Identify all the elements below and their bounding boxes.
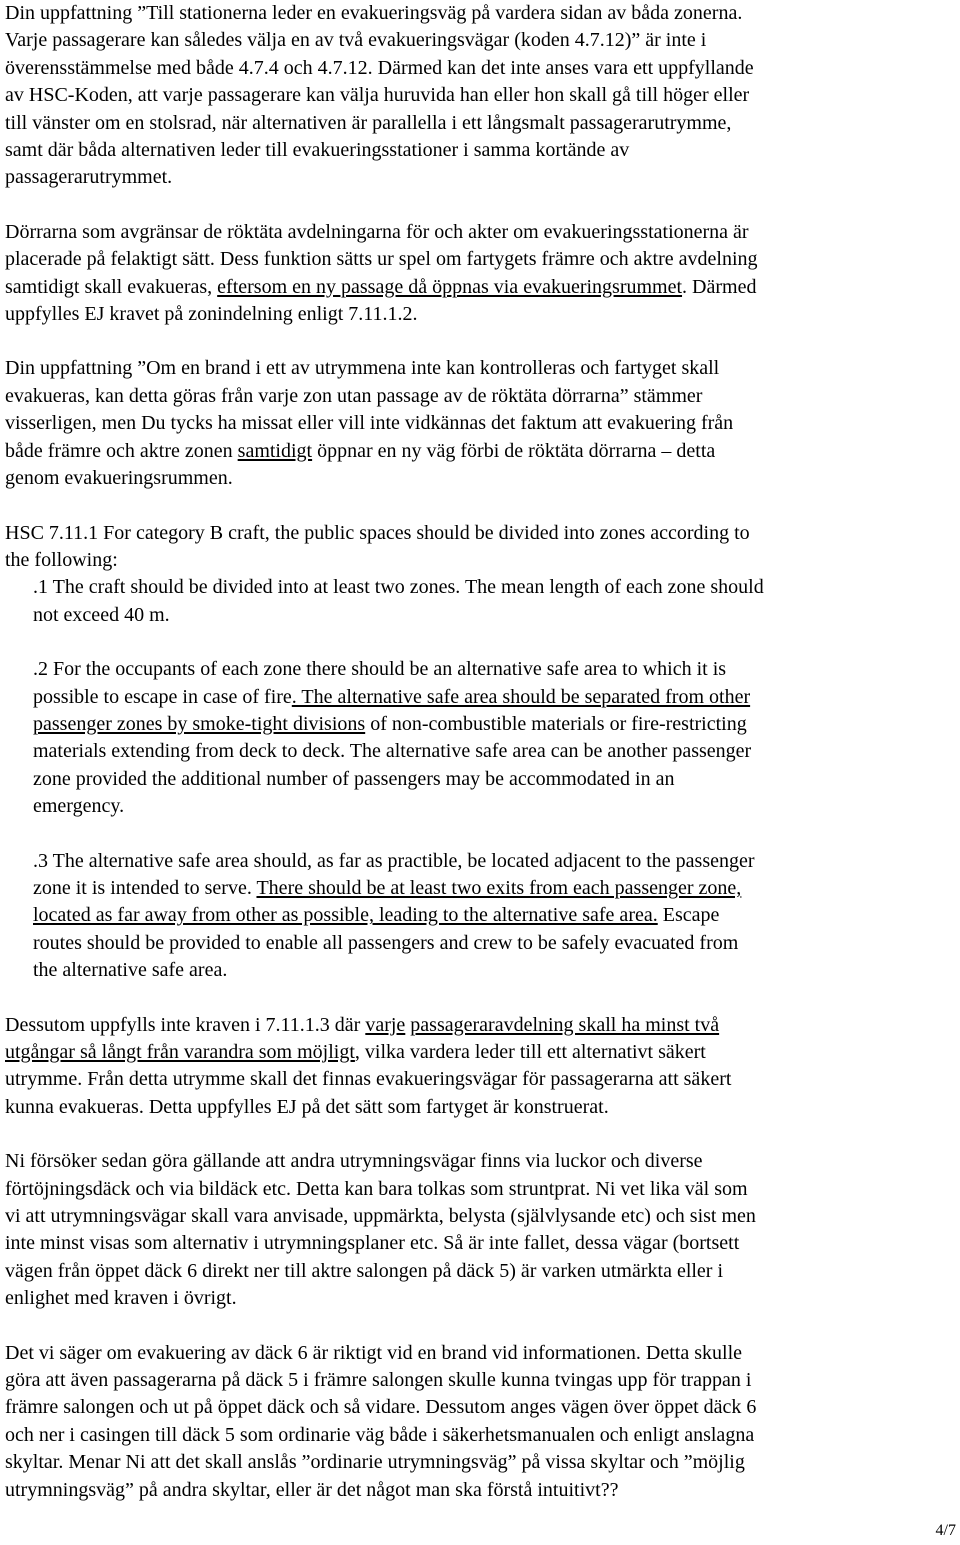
text-line: zone provided the additional number of passengers may be accommodated in an	[33, 767, 675, 790]
hsc-item-1	[5, 574, 950, 629]
paragraph-3	[5, 355, 950, 492]
text-line: vägen från öppet däck 6 direkt ner till aktre salongen på däck 5) är varken utmärkta eller i	[5, 1259, 724, 1282]
underlined-text: There should be at least two exits from each passenger zone,	[256, 876, 742, 899]
underlined-text: passageraravdelning skall ha minst två	[410, 1013, 720, 1036]
paragraph-gap	[5, 985, 950, 1012]
text-line: Din uppfattning ”Till stationerna leder en evakueringsväg på vardera sidan av båda zonerna.	[5, 2, 743, 24]
text-run: . Därmed	[682, 275, 757, 298]
paragraph-7	[5, 1340, 950, 1504]
text-line: och ner i casingen till däck 5 som ordinarie väg både i säkerhetsmanualen och enligt anslagna	[5, 1423, 755, 1446]
text-line: .2 For the occupants of each zone there should be an alternative safe area to which it is	[33, 658, 727, 681]
text-run: zone it is intended to serve.	[33, 876, 257, 899]
text-line: passagerarutrymmet.	[5, 166, 173, 189]
text-line: Det vi säger om evakuering av däck 6 är riktigt vid en brand vid informationen. Detta skulle	[5, 1341, 743, 1364]
text-line: uppfylles EJ kravet på zonindelning enligt 7.11.1.2.	[5, 303, 418, 326]
text-line: främre salongen och ut på öppet däck och så vidare. Dessutom anges vägen över öppet däck 6	[5, 1396, 757, 1419]
text-line: inte minst visas som alternativ i utrymningsplaner etc. Så är inte fallet, dessa vägar (bortsett	[5, 1232, 740, 1255]
text-line: göra att även passagerarna på däck 5 i främre salongen skulle kunna tvingas upp för trappan i	[5, 1369, 752, 1392]
text-line: kunna evakueras. Detta uppfylles EJ på det sätt som fartyget är konstruerat.	[5, 1095, 609, 1118]
paragraph-gap	[5, 493, 950, 520]
text-line: placerade på felaktigt sätt. Dess funktion sätts ur spel om fartygets främre och aktre avdelning	[5, 248, 758, 271]
text-run: Escape	[657, 904, 720, 927]
text-line: visserligen, men Du tycks ha missat eller vill inte vidkännas det faktum att evakuering från	[5, 412, 734, 435]
underlined-text: located as far away from other as possible, leading to the alternative safe area.	[33, 904, 658, 927]
text-line: Dörrarna som avgränsar de röktäta avdelningarna för och akter om evakueringsstationerna är	[5, 220, 749, 243]
text-run: , vilka vardera leder till ett alternativt säkert	[354, 1041, 706, 1063]
hsc-quote	[5, 520, 950, 985]
paragraph-gap	[5, 821, 950, 848]
text-run: öppnar en ny väg förbi de röktäta dörrarna – detta	[312, 439, 716, 462]
paragraph-gap	[5, 192, 950, 219]
text-line: HSC 7.11.1 For category B craft, the public spaces should be divided into zones according to	[5, 521, 750, 544]
text-line	[33, 711, 950, 738]
underlined-text: . The alternative safe area should be separated from other	[291, 685, 751, 708]
text-line: Varje passagerare kan således välja en av två evakueringsvägar (koden 4.7.12)” är inte i	[5, 29, 707, 52]
text-run: samtidigt skall evakueras,	[5, 275, 218, 298]
paragraph-gap	[5, 629, 950, 656]
text-line	[5, 1012, 950, 1039]
paragraph-gap	[5, 328, 950, 355]
paragraph-5	[5, 1012, 950, 1122]
text-line: överensstämmelse med både 4.7.4 och 4.7.12. Därmed kan det inte anses vara ett uppfyllande	[5, 56, 754, 79]
paragraph-2	[5, 219, 950, 329]
underlined-text: samtidigt	[237, 439, 313, 462]
paragraph-gap	[5, 1313, 950, 1340]
text-line	[33, 684, 950, 711]
text-line: Ni försöker sedan göra gällande att andra utrymningsvägar finns via luckor och diverse	[5, 1150, 703, 1173]
text-line: samt där båda alternativen leder till evakueringsstationer i samma kortände av	[5, 139, 630, 162]
text-line: .3 The alternative safe area should, as far as practible, be located adjacent to the passenger	[33, 849, 755, 872]
text-line: av HSC-Koden, att varje passagerare kan välja huruvida han eller hon skall gå till höger eller	[5, 84, 750, 107]
text-line: förtöjningsdäck och via bildäck etc. Detta kan bara tolkas som struntprat. Ni vet lika väl som	[5, 1177, 748, 1200]
text-line	[5, 1039, 950, 1066]
text-line: vi att utrymningsvägar skall vara anvisade, uppmärkta, belysta (självlysande etc) och sist men	[5, 1205, 756, 1228]
text-line: the following:	[5, 548, 118, 571]
paragraph-1	[5, 0, 950, 192]
underlined-text: utgångar så långt från varandra som möjligt	[5, 1041, 355, 1063]
text-line: till vänster om en stolsrad, när alternativen är parallella i ett långsmalt passagerarutrymme,	[5, 111, 732, 134]
underlined-text: varje	[365, 1013, 406, 1036]
text-line	[5, 274, 950, 301]
paragraph-gap	[5, 1121, 950, 1148]
hsc-item-3	[5, 848, 950, 985]
paragraph-6	[5, 1148, 950, 1312]
text-line: .1 The craft should be divided into at least two zones. The mean length of each zone should	[33, 576, 764, 599]
text-line	[5, 438, 950, 465]
text-line: utrymme. Från detta utrymme skall det finnas evakueringsvägar för passagerarna att säkert	[5, 1068, 732, 1091]
text-line: not exceed 40 m.	[33, 603, 170, 626]
page-number: 4/7	[935, 1522, 956, 1539]
text-line: evakueras, kan detta göras från varje zon utan passage av de röktäta dörrarna” stämmer	[5, 384, 703, 407]
text-line: enlighet med kraven i övrigt.	[5, 1287, 237, 1310]
text-line	[33, 875, 950, 902]
text-line: genom evakueringsrummen.	[5, 467, 233, 490]
text-line: the alternative safe area.	[33, 959, 228, 982]
underlined-text: passenger zones by smoke-tight divisions	[33, 712, 366, 735]
text-line: routes should be provided to enable all passengers and crew to be safely evacuated from	[33, 931, 739, 954]
text-run: Dessutom uppfylls inte kraven i 7.11.1.3 där	[5, 1013, 366, 1036]
text-run: of non-combustible materials or fire-restricting	[365, 712, 747, 735]
text-line: skyltar. Menar Ni att det skall anslås ”ordinarie utrymningsväg” på vissa skyltar och ”möjlig	[5, 1451, 745, 1474]
underlined-text: eftersom en ny passage då öppnas via evakueringsrummet	[217, 275, 683, 298]
text-run: både främre och aktre zonen	[5, 439, 238, 462]
document-page	[5, 0, 950, 1504]
text-run: possible to escape in case of fire	[33, 685, 292, 708]
text-line: materials extending from deck to deck. The alternative safe area can be another passenger	[33, 740, 752, 763]
hsc-item-2	[5, 656, 950, 820]
text-line: Din uppfattning ”Om en brand i ett av utrymmena inte kan kontrolleras och fartyget skall	[5, 357, 720, 380]
text-line: utrymningsväg” på andra skyltar, eller är det något man ska förstå intuitivt??	[5, 1478, 619, 1501]
text-line: emergency.	[33, 795, 125, 818]
text-line	[33, 902, 950, 929]
